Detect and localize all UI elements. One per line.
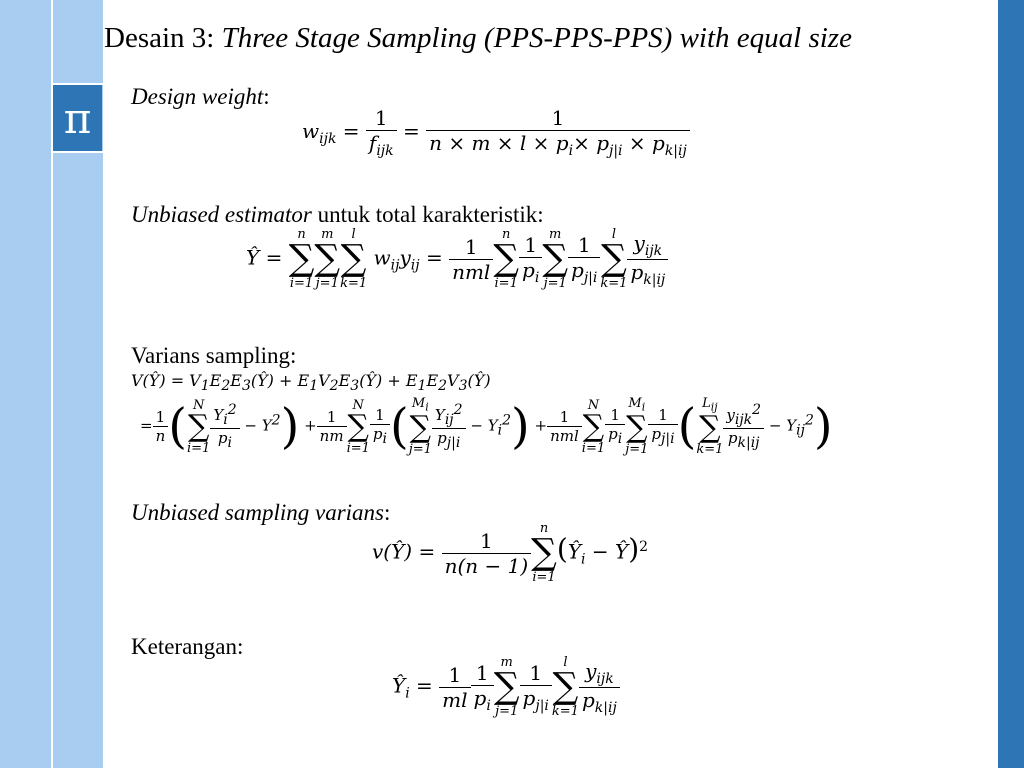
variance-line-2: = $\frac{1}{n}$ ( N ∑ i=1 $\frac{Y_i^2}{p_i}$ − $Y^2$) + $\frac{1}{nm}$ N ∑ i=1 $\frac{1}{p_i}$ ( $M_i$ ∑ j=1 $\frac{Y_{ij}^2}{p_{j|i}}$ − $Y_i^2$) + $\frac{1}{\text{nml}}$ N ∑ i=1 $\frac{1}{p_i}$ $M_i$ ∑ j=1 $\frac{1}{p_{j|i}}$ ( $L_{ij}$ ∑ k=1 $\frac{y_{ijk}^2}{p_{k|ij}}$ − $Y_{ij}^2$) xyxy=(140,396,833,458)
title-italic: Three Stage Sampling (PPS-PPS-PPS) with equal size xyxy=(221,22,852,54)
unbiased-sampling-varians-label: Unbiased sampling varians: xyxy=(131,500,391,525)
left-decor-band xyxy=(0,0,52,768)
pi-icon xyxy=(53,85,102,151)
unbiased-estimator-label: Unbiased estimator untuk total karakteristik: xyxy=(131,202,544,227)
variance-line-1: V(Ŷ) = $V_1E_2E_3(Ŷ)$ + $E_1V_2E_3(Ŷ)$ + $E_1E_2V_3(Ŷ)$ xyxy=(131,371,491,395)
title-prefix: Desain 3: xyxy=(104,22,222,54)
panel-separator xyxy=(52,151,103,153)
pi-glyph: π xyxy=(63,93,92,143)
yhat-i-formula: $Ŷ_i$ = $\frac{1}{ml}$ $\frac{1}{p_i}$ m ∑ j=1 $\frac{1}{p_{j|i}}$ l ∑ k=1 $\frac{y_{ijk}}{p_{k|ij}}$ xyxy=(392,656,620,718)
weight-formula: $w_{ijk}$ = $\frac{1}{f_{ijk}}$ = $\frac{1}{n \times m \times l \times p_i\times p_{j|i} \times p_{k|ij}}$ xyxy=(302,106,690,159)
estimator-formula: Ŷ = n ∑ i=1 m ∑ j=1 l ∑ k=1 $w_{ij}y_{ij}$ = $\frac{1}{\text{nml}}$ n ∑ i=1 $\frac{1}{p_i}$ m ∑ j=1 $\frac{1}{p_{j|i}}$ l ∑ k=1 $\frac{y_{ijk}}{p_{k|ij}}$ xyxy=(246,228,668,290)
design-weight-label: Design weight: xyxy=(131,84,270,109)
varians-sampling-label: Varians sampling: xyxy=(131,343,297,368)
keterangan-label: Keterangan: xyxy=(131,634,244,659)
sampling-variance-formula: v(Ŷ) = $\frac{1}{n(n - 1)}$ n ∑ i=1 ($Ŷ_i$ − Ŷ)$^2$ xyxy=(372,521,649,585)
right-accent-bar xyxy=(998,0,1024,768)
slide-title xyxy=(104,22,996,55)
